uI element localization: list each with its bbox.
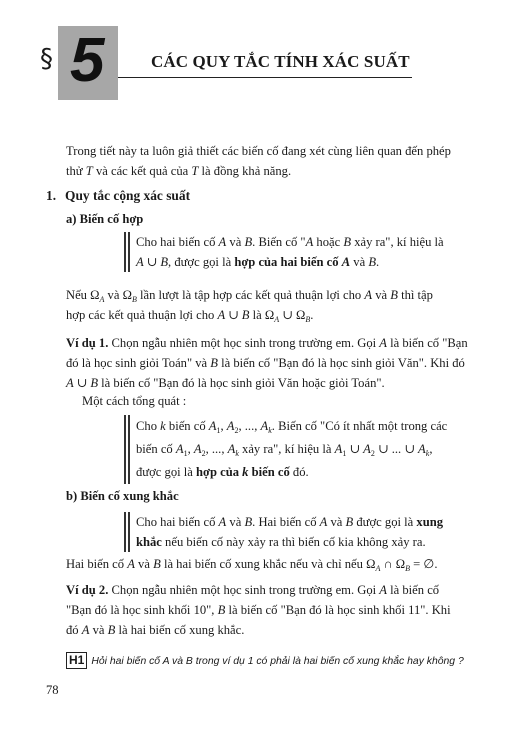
title-underline — [118, 77, 412, 78]
section-1-heading: 1. Quy tắc cộng xác suất — [46, 188, 191, 203]
definition-box-disjoint: Cho hai biến cố A và B. Hai biến cố A và B được gọi là xung khắc nếu biến cố này xảy ra thì biến cố kia không xảy ra. — [128, 512, 492, 552]
definition-box-union: Cho hai biến cố A và B. Biến cố "A hoặc B xảy ra", kí hiệu là A ∪ B, được gọi là hợp của hai biến cố A và B. — [128, 232, 492, 272]
section-number: 5 — [70, 26, 105, 95]
intro-paragraph: Trong tiết này ta luôn giả thiết các biến cố đang xét cùng liên quan đến phép thử T và các kết quả của T là đồng khả năng. — [66, 144, 451, 178]
question-text: Hỏi hai biến cố A và B trong ví dụ 1 có phải là hai biến cố xung khắc hay không ? — [91, 656, 464, 667]
section-symbol: § — [40, 44, 53, 74]
page-number: 78 — [46, 683, 59, 697]
disjoint-condition: Hai biến cố A và B là hai biến cố xung khắc nếu và chỉ nếu $\Omega_A$ ∩ $\Omega_B$ = ∅. — [66, 557, 438, 573]
question-label: H1 — [66, 652, 87, 669]
definition-box-general-union: Cho k biến cố $A_1$, $A_2$, ..., $A_k$. Biến cố "Có ít nhất một trong các biến cố $A_1$, $A_2$, ..., $A_k$ xảy ra", kí hiệu là $A_1$ ∪ $A_2$ ∪ ... ∪ $A_k$, được gọi là hợp của k biến cố đó. — [128, 415, 492, 484]
section-title: CÁC QUY TẮC TÍNH XÁC SUẤT — [151, 52, 410, 71]
question-h1 — [66, 651, 464, 669]
omega-paragraph: Nếu $\Omega_A$ và $\Omega_B$ lần lượt là tập hợp các kết quả thuận lợi cho A và B thì tập hợp các kết quả thuận lợi cho A ∪ B là $\Omega_A$ ∪ $\Omega_B$. — [66, 288, 433, 324]
general-lead: Một cách tổng quát : — [82, 394, 187, 408]
example-1: Ví dụ 1. Chọn ngẫu nhiên một học sinh trong trường em. Gọi A là biến cố "Bạn đó là học sinh giỏi Toán" và B là biến cố "Bạn đó là học sinh giỏi Văn". Khi đó A ∪ B là biến cố "Bạn đó là học sinh giỏi Văn hoặc giỏi Toán". — [66, 336, 468, 390]
example-2: Ví dụ 2. Chọn ngẫu nhiên một học sinh trong trường em. Gọi A là biến cố "Bạn đó là học sinh khối 10", B là biến cố "Bạn đó là học sinh khối 11". Khi đó A và B là hai biến cố xung khắc. — [66, 583, 451, 637]
subheading-b: b) Biến cố xung khắc — [66, 489, 179, 503]
subheading-a: a) Biến cố hợp — [66, 212, 144, 226]
